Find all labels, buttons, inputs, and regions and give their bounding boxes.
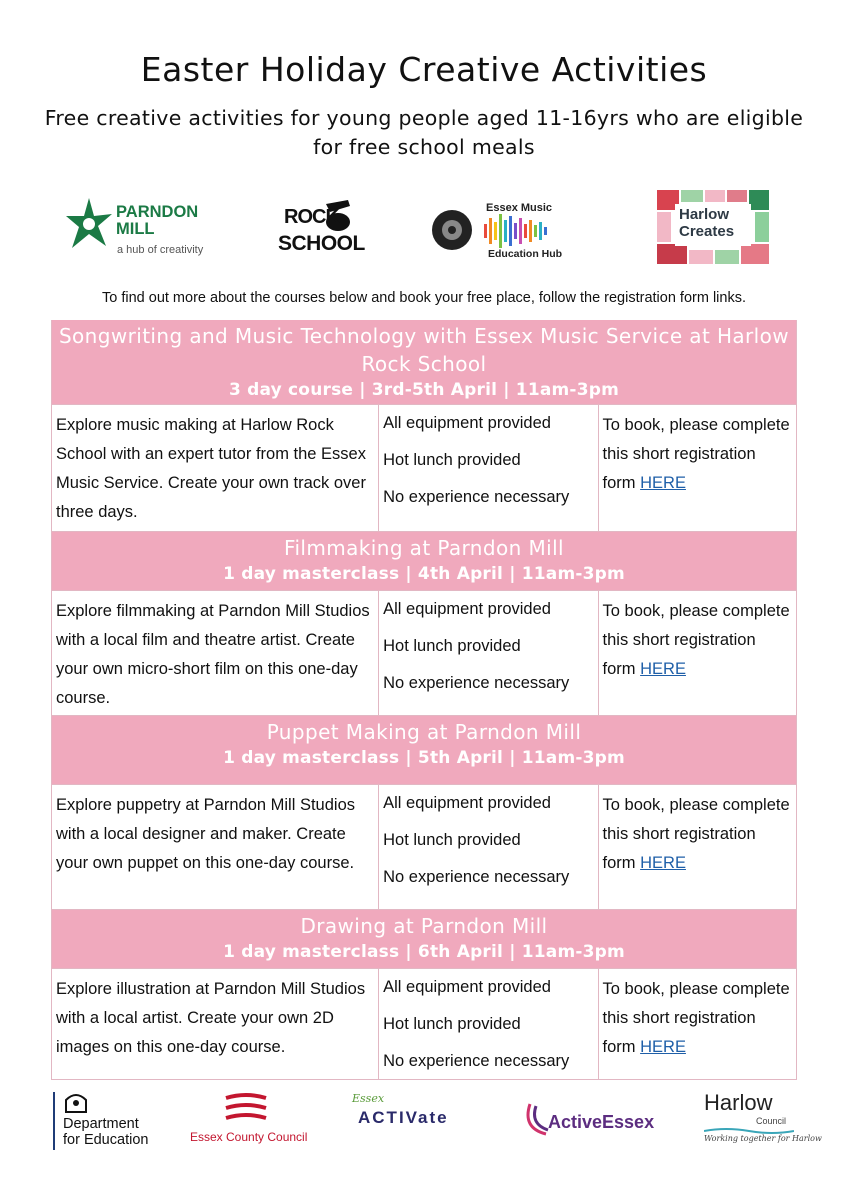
course-info — [379, 405, 598, 531]
course-booking — [599, 785, 796, 909]
info-experience: No experience necessary — [383, 868, 570, 886]
essex-county-council-logo — [190, 1092, 308, 1150]
course-description: Explore filmmaking at Parndon Mill Studios with a local film and theatre artist. Create your own micro-short film on this one-day course. — [52, 591, 379, 715]
booking-text: To book, please complete this short registration form — [602, 796, 790, 872]
ecc-text: Essex County Council — [190, 1130, 308, 1144]
activate-small-text: Essex — [352, 1092, 385, 1105]
parndon-name-line2: MILL — [116, 220, 155, 238]
course-description: Explore music making at Harlow Rock School with an expert tutor from the Essex Music Service. Create your own track over three days. — [52, 405, 379, 531]
funder-logos — [0, 1086, 848, 1156]
info-lunch: Hot lunch provided — [383, 831, 521, 849]
info-lunch: Hot lunch provided — [383, 451, 521, 469]
rock-school-logo — [278, 198, 366, 262]
course-details — [52, 404, 796, 532]
parndon-mill-logo — [64, 192, 214, 264]
course-meta: 3 day course | 3rd-5th April | 11am-3pm — [228, 380, 620, 400]
course-header — [52, 320, 796, 404]
school-text: SCHOOL — [278, 232, 365, 255]
registration-link[interactable]: HERE — [640, 474, 686, 492]
course-booking — [599, 591, 796, 715]
page-subtitle: Free creative activities for young people aged 11-16yrs who are eligible for free school meals — [44, 106, 804, 159]
course-meta: 1 day masterclass | 4th April | 11am-3pm — [223, 564, 625, 584]
dfe-line1: Department — [63, 1116, 139, 1132]
course-info — [379, 969, 598, 1079]
course-title: Filmmaking at Parndon Mill — [284, 536, 564, 560]
essex-activate-logo — [352, 1092, 482, 1148]
course-title: Puppet Making at Parndon Mill — [266, 720, 582, 744]
course-info — [379, 591, 598, 715]
emeh-line2: Education Hub — [488, 248, 563, 260]
arc-icon — [520, 1098, 550, 1138]
course-title: Drawing at Parndon Mill — [300, 914, 548, 938]
course-header — [52, 910, 796, 968]
star-icon — [64, 196, 114, 252]
parndon-name-line1: PARNDON — [116, 203, 199, 221]
course-block — [51, 910, 797, 1080]
dfe-logo — [53, 1092, 173, 1150]
course-description: Explore illustration at Parndon Mill Studios with a local artist. Create your own 2D images on this one-day course. — [52, 969, 379, 1079]
info-lunch: Hot lunch provided — [383, 637, 521, 655]
waveform-icon — [484, 214, 547, 248]
info-experience: No experience necessary — [383, 1052, 570, 1070]
info-experience: No experience necessary — [383, 488, 570, 506]
course-info — [379, 785, 598, 909]
parndon-tagline: a hub of creativity — [117, 244, 204, 256]
seaxes-icon — [190, 1092, 302, 1128]
course-header — [52, 716, 796, 784]
essex-music-hub-logo — [424, 196, 574, 264]
course-booking — [599, 969, 796, 1079]
harlow-creates-line2: Creates — [679, 223, 735, 240]
partner-logos — [0, 188, 848, 270]
harlow-creates-logo — [657, 190, 769, 264]
active-essex-text: ActiveEssex — [548, 1112, 655, 1132]
registration-link[interactable]: HERE — [640, 660, 686, 678]
info-equipment: All equipment provided — [383, 978, 551, 996]
registration-link[interactable]: HERE — [640, 854, 686, 872]
course-title: Songwriting and Music Technology with Essex Music Service at Harlow Rock School — [58, 324, 790, 376]
booking-text: To book, please complete this short registration form — [602, 602, 790, 678]
course-details — [52, 968, 796, 1080]
intro-text: To find out more about the courses below and book your free place, follow the registration form links. — [102, 290, 746, 306]
info-equipment: All equipment provided — [383, 600, 551, 618]
course-meta: 1 day masterclass | 5th April | 11am-3pm — [223, 748, 625, 768]
info-experience: No experience necessary — [383, 674, 570, 692]
course-block — [51, 320, 797, 532]
info-lunch: Hot lunch provided — [383, 1015, 521, 1033]
course-description: Explore puppetry at Parndon Mill Studios with a local designer and maker. Create your own puppet on this one-day course. — [52, 785, 379, 909]
emeh-line1: Essex Music — [486, 202, 553, 214]
course-details — [52, 590, 796, 716]
rock-text: ROCK — [284, 206, 339, 228]
active-essex-logo — [520, 1090, 670, 1148]
course-block — [51, 716, 797, 910]
registration-link[interactable]: HERE — [640, 1038, 686, 1056]
harlow-text: Harlow — [704, 1090, 773, 1115]
booking-text: To book, please complete this short registration form — [602, 980, 790, 1056]
course-booking — [599, 405, 796, 531]
harlow-council-logo — [700, 1090, 822, 1150]
council-text: Council — [756, 1116, 787, 1126]
course-programme — [51, 320, 797, 1080]
booking-text: To book, please complete this short registration form — [602, 416, 790, 492]
info-equipment: All equipment provided — [383, 794, 551, 812]
course-header — [52, 532, 796, 590]
course-block — [51, 532, 797, 716]
crest-icon — [63, 1092, 89, 1114]
dfe-line2: for Education — [63, 1132, 149, 1148]
course-details — [52, 784, 796, 910]
activate-text: ACTIVate — [358, 1108, 449, 1127]
harlow-tagline: Working together for Harlow — [704, 1134, 822, 1143]
course-meta: 1 day masterclass | 6th April | 11am-3pm — [223, 942, 625, 962]
page-title: Easter Holiday Creative Activities — [140, 50, 708, 89]
harlow-creates-line1: Harlow — [679, 206, 730, 223]
info-equipment: All equipment provided — [383, 414, 551, 432]
